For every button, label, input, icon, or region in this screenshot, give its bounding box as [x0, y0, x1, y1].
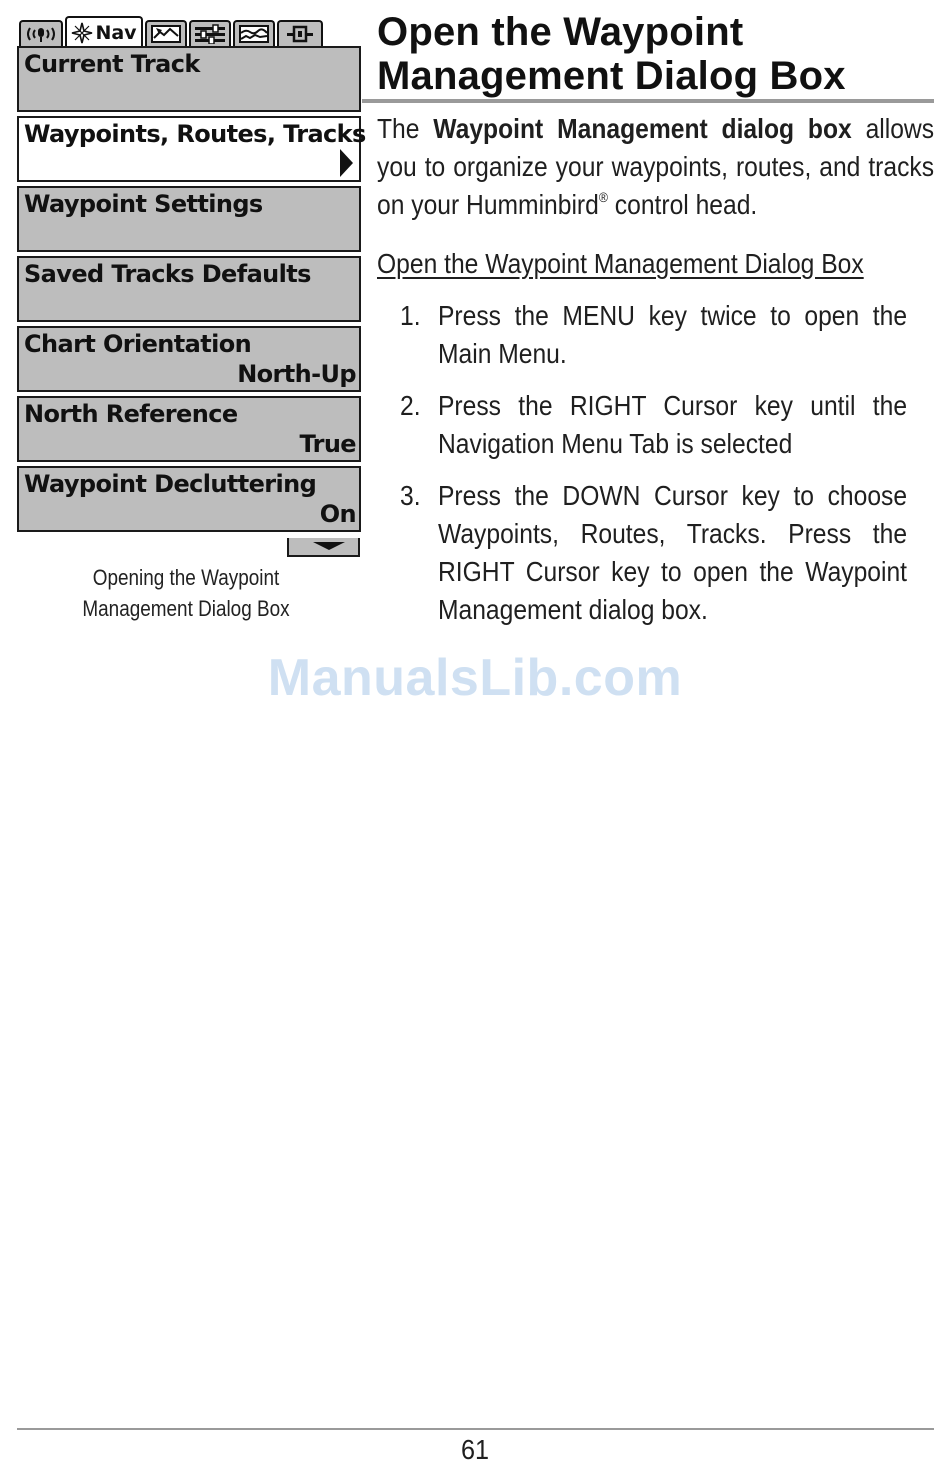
menu-tab-bar [17, 16, 361, 48]
procedure-step-1 [400, 297, 906, 373]
footer-divider [17, 1428, 934, 1430]
intro-paragraph [377, 110, 934, 224]
procedure-steps [400, 297, 906, 643]
accessory-plug-icon [285, 24, 315, 44]
step-number: 3. [400, 480, 421, 511]
menu-item-north-reference[interactable] [17, 396, 361, 462]
menu-item-label: Waypoint Decluttering [24, 470, 317, 498]
menu-item-waypoint-decluttering[interactable] [17, 466, 361, 532]
menu-item-label: North Reference [24, 400, 238, 428]
tab-nav[interactable] [65, 16, 143, 48]
menu-item-value: True [299, 430, 356, 458]
procedure-step-2 [400, 387, 906, 463]
step-number: 2. [400, 390, 421, 421]
menu-item-label: Waypoint Settings [24, 190, 263, 218]
registered-mark: ® [598, 189, 608, 205]
watermark: ManualsLib.com [267, 649, 683, 707]
page-title-line-2: Management Dialog Box [377, 54, 846, 98]
page-title-line-1: Open the Waypoint [377, 10, 744, 54]
sonar-alarm-icon [24, 24, 58, 44]
figure-caption [41, 562, 332, 624]
step-text: Press the DOWN Cursor key to choose Waypoints, Routes, Tracks. Press the RIGHT Cursor key to open the Waypoint Management dialog box. [438, 480, 908, 625]
caption-line-2: Management Dialog Box [82, 596, 290, 621]
scroll-down-icon [313, 542, 345, 550]
setup-sliders-icon [193, 24, 227, 44]
menu-item-label: Chart Orientation [24, 330, 252, 358]
menu-item-label: Saved Tracks Defaults [24, 260, 311, 288]
menu-item-label: Current Track [24, 50, 200, 78]
intro-bold-term: Waypoint Management dialog box [433, 113, 852, 144]
intro-suffix: control head. [607, 189, 758, 220]
procedure-heading: Open the Waypoint Management Dialog Box [377, 248, 864, 279]
page-title [377, 10, 846, 98]
menu-screenshot [17, 16, 366, 557]
tab-chart[interactable] [145, 20, 187, 46]
tab-sonar-view[interactable] [233, 20, 275, 46]
title-divider [362, 99, 934, 103]
intro-prefix: The [377, 113, 434, 144]
step-text: Press the RIGHT Cursor key until the Navigation Menu Tab is selected [438, 390, 908, 459]
tab-sonar-alarm[interactable] [19, 20, 63, 46]
tab-nav-label: Nav [95, 22, 137, 44]
step-number: 1. [400, 300, 421, 331]
step-text: Press the MENU key twice to open the Main Menu. [438, 300, 908, 369]
menu-item-chart-orientation[interactable] [17, 326, 361, 392]
procedure-step-3 [400, 477, 906, 629]
menu-item-saved-tracks-defaults[interactable] [17, 256, 361, 322]
menu-item-value: North-Up [237, 360, 356, 388]
page-number: 61 [460, 1434, 490, 1465]
caption-line-1: Opening the Waypoint [92, 565, 280, 590]
submenu-arrow-icon [340, 149, 353, 177]
intro-mid: allows you to organize your waypoints, routes, and tracks on your Humminbird [377, 113, 935, 220]
menu-item-waypoints-routes-tracks[interactable] [17, 116, 366, 182]
menu-item-current-track[interactable] [17, 46, 361, 112]
nav-star-icon [71, 22, 93, 44]
tab-setup[interactable] [189, 20, 231, 46]
menu-item-waypoint-settings[interactable] [17, 186, 361, 252]
tab-accessory[interactable] [277, 20, 323, 46]
scroll-down-indicator[interactable] [287, 538, 360, 557]
menu-item-value: On [319, 500, 356, 528]
sonar-view-icon [238, 24, 270, 44]
chart-map-icon [150, 24, 182, 44]
menu-item-label: Waypoints, Routes, Tracks [24, 120, 366, 148]
